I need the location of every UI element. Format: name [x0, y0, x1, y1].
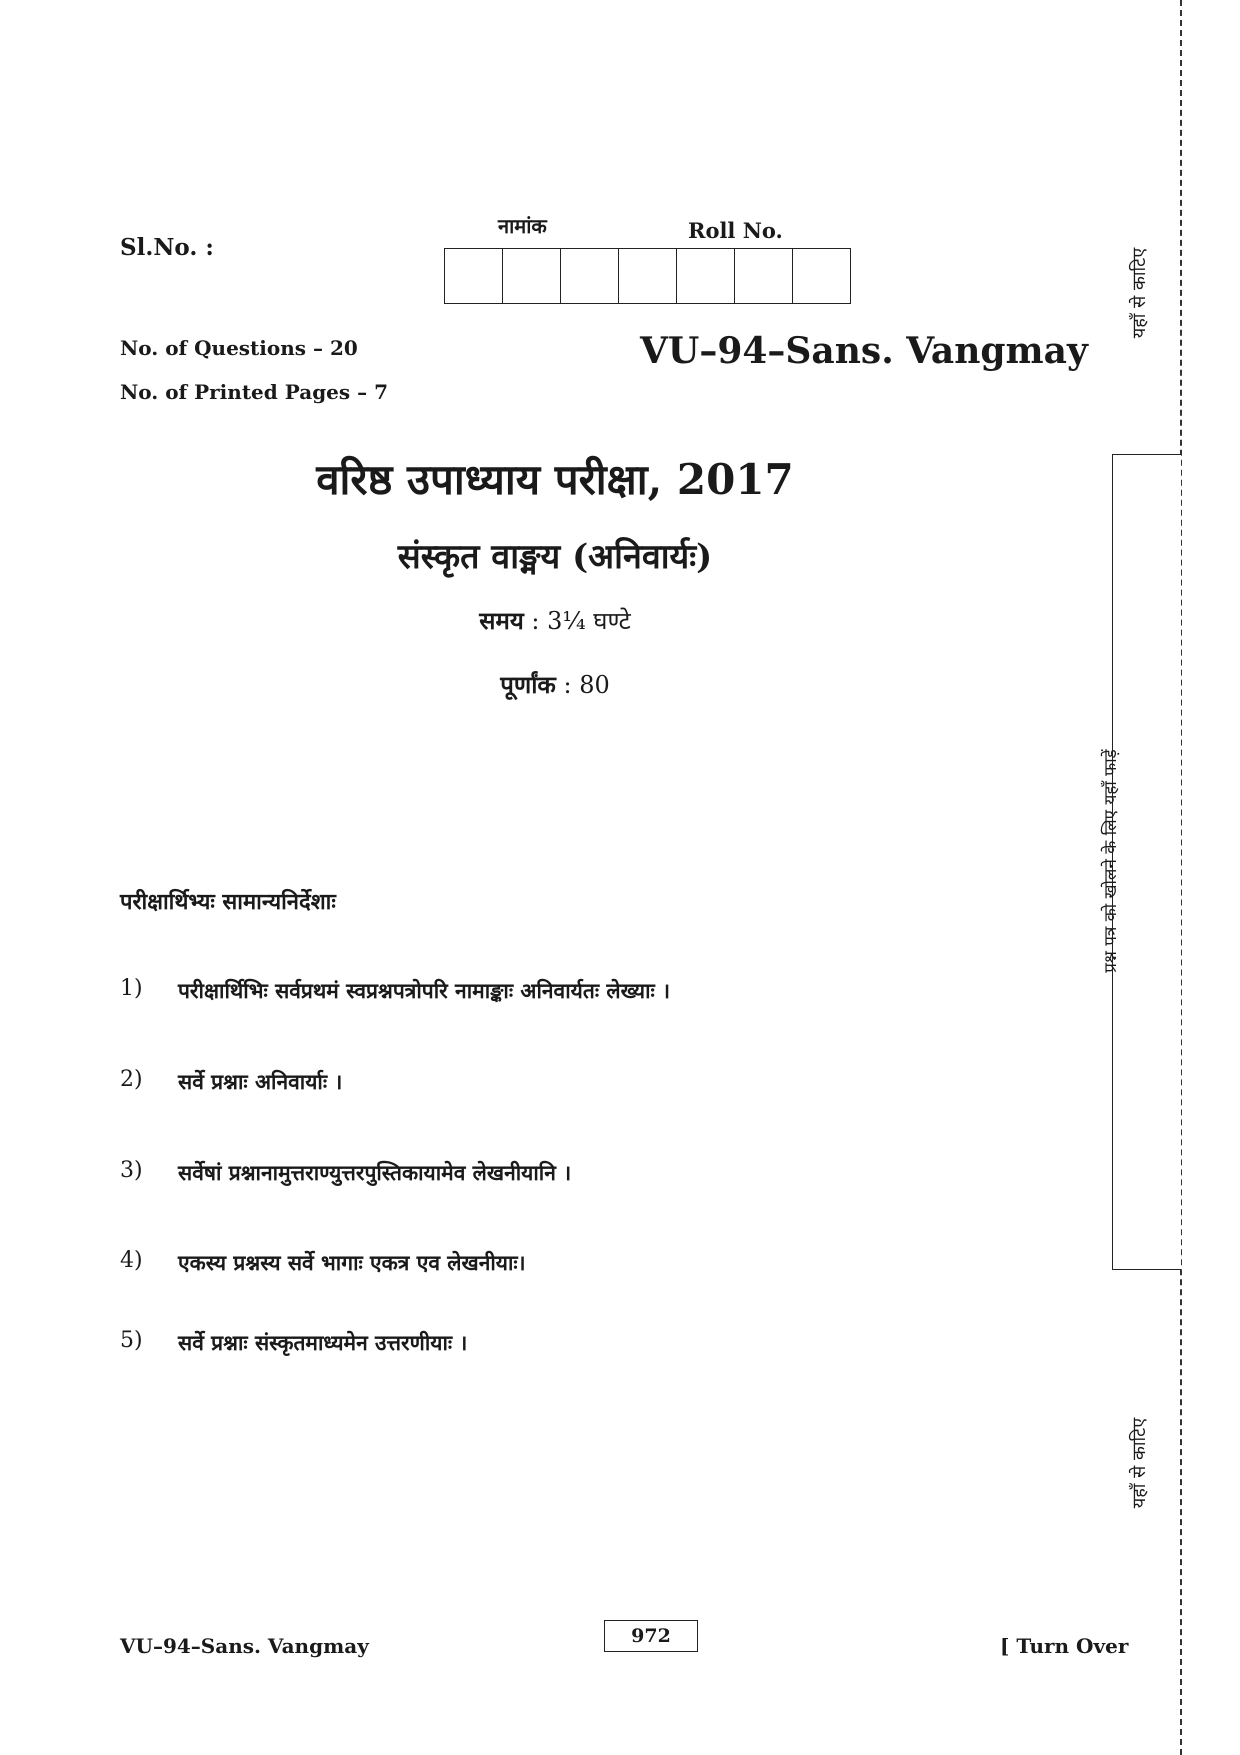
instruction-number: 1): [120, 976, 143, 1001]
instruction-text: सर्वे प्रश्नाः अनिवार्याः ।: [178, 1069, 343, 1094]
roll-digit-box[interactable]: [793, 249, 850, 303]
roll-number-label: Roll No.: [688, 218, 783, 243]
instruction-text: परीक्षार्थिभिः सर्वप्रथमं स्वप्रश्नपत्रोपरि नामाङ्काः अनिवार्यतः लेख्याः ।: [178, 978, 671, 1003]
marks-label: पूर्णांक: [500, 670, 556, 699]
roll-number-boxes[interactable]: [444, 248, 851, 304]
roll-digit-box[interactable]: [445, 249, 503, 303]
turn-over-label: [ Turn Over: [1000, 1634, 1129, 1658]
exam-title: वरिष्ठ उपाध्याय परीक्षा, 2017: [316, 455, 794, 504]
roll-digit-box[interactable]: [619, 249, 677, 303]
namank-label: नामांक: [498, 214, 547, 238]
tear-here-label: प्रश्न पत्र को खोलने के लिए यहाँ फाड़ें: [1101, 749, 1121, 973]
roll-digit-box[interactable]: [561, 249, 619, 303]
paper-code-footer: VU–94–Sans. Vangmay: [120, 1634, 369, 1658]
page-number-badge: 972: [604, 1620, 698, 1652]
marks-value: : 80: [563, 671, 610, 699]
instruction-number: 3): [120, 1158, 143, 1183]
roll-digit-box[interactable]: [677, 249, 735, 303]
instruction-text: एकस्य प्रश्नस्य सर्वे भागाः एकत्र एव लेखनीयाः।: [178, 1250, 526, 1275]
cut-here-top-label: यहाँ से काटिए: [1129, 247, 1150, 339]
instructions-heading: परीक्षार्थिभ्यः सामान्यनिर्देशाः: [120, 889, 336, 915]
instruction-text: सर्वे प्रश्नाः संस्कृतमाध्यमेन उत्तरणीयाः ।: [178, 1330, 468, 1355]
cut-here-bottom-label: यहाँ से काटिए: [1129, 1417, 1150, 1509]
time-label: समय: [479, 606, 524, 635]
exam-duration: [0, 604, 1110, 637]
paper-code-header: VU–94–Sans. Vangmay: [640, 330, 1088, 372]
serial-number-label: Sl.No. :: [120, 234, 214, 261]
maximum-marks: [0, 668, 1110, 701]
roll-digit-box[interactable]: [735, 249, 793, 303]
number-of-questions: No. of Questions – 20: [120, 336, 358, 360]
time-value: : 3¼ घण्टे: [531, 607, 631, 635]
instruction-number: 4): [120, 1248, 143, 1273]
number-of-printed-pages: No. of Printed Pages – 7: [120, 380, 388, 404]
instruction-number: 2): [120, 1067, 143, 1092]
instruction-text: सर्वेषां प्रश्नानामुत्तराण्युत्तरपुस्तिकायामेव लेखनीयानि ।: [178, 1160, 572, 1185]
subject-title: संस्कृत वाङ्मय (अनिवार्यः): [397, 537, 713, 577]
instruction-number: 5): [120, 1328, 143, 1353]
roll-digit-box[interactable]: [503, 249, 561, 303]
